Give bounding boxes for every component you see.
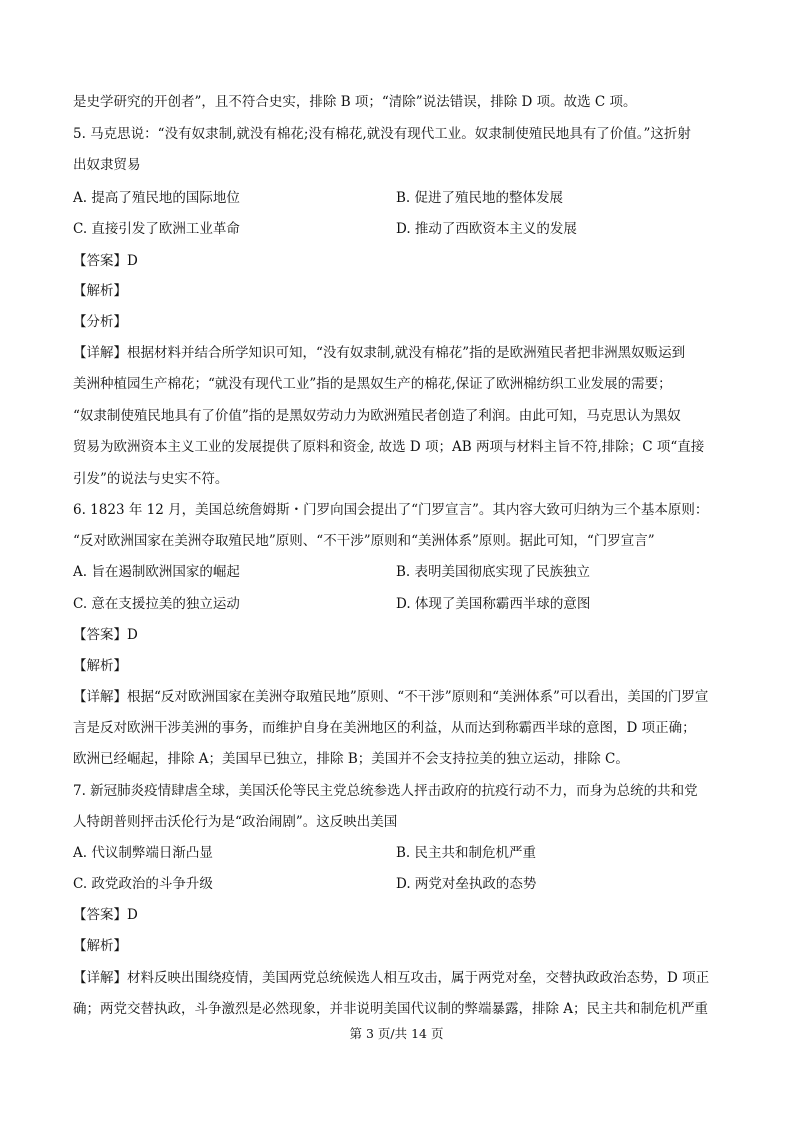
q5-detail-line-2: 美洲种植园生产棉花；“就没有现代工业”指的是黑奴生产的棉花,保证了欧洲棉纺织工业发展的需要； [73, 376, 672, 392]
q7-detail-line-1: 【详解】材料反映出围绕疫情，美国两党总统候选人相互攻击，属于两党对垒，交替执政政治态势，D 项正 [73, 970, 710, 986]
q7-option-d: D. 两党对垒执政的态势 [396, 876, 537, 892]
q7-option-c: C. 政党政治的斗争升级 [73, 876, 213, 892]
q5-detail-line-3: “奴隶制使殖民地具有了价值”指的是黑奴劳动力为欧洲殖民者创造了利润。由此可知，马克思认为黑奴 [73, 408, 681, 424]
q5-stem-line-1: 5. 马克思说：“没有奴隶制,就没有棉花;没有棉花,就没有现代工业。奴隶制使殖民地具有了价值。”这折射 [73, 126, 691, 142]
q7-stem-line-1: 7. 新冠肺炎疫情肆虐全球，美国沃伦等民主党总统参选人抨击政府的抗疫行动不力，而身为总统的共和党 [73, 783, 698, 799]
q6-detail-line-2: 言是反对欧洲干涉美洲的事务，而维护自身在美洲地区的利益，从而达到称霸西半球的意图，D 项正确； [73, 720, 696, 736]
q5-answer: 【答案】D [73, 253, 138, 269]
q7-option-b: B. 民主共和制危机严重 [396, 845, 537, 861]
q6-option-c: C. 意在支援拉美的独立运动 [73, 596, 240, 612]
q7-answer: 【答案】D [73, 907, 138, 923]
q6-option-d: D. 体现了美国称霸西半球的意图 [396, 596, 591, 612]
q5-option-a: A. 提高了殖民地的国际地位 [73, 190, 240, 206]
q7-option-a: A. 代议制弊端日渐凸显 [73, 845, 213, 861]
q6-answer: 【答案】D [73, 627, 138, 643]
q5-option-b: B. 促进了殖民地的整体发展 [396, 190, 564, 206]
q5-option-c: C. 直接引发了欧洲工业革命 [73, 221, 240, 237]
q6-detail-line-1: 【详解】根据“反对欧洲国家在美洲夺取殖民地”原则、“不干涉”原则和“美洲体系”可以看出，美国的门罗宣 [73, 689, 709, 705]
q6-stem-line-1: 6. 1823 年 12 月，美国总统詹姆斯・门罗向国会提出了“门罗宣言”。其内容大致可归纳为三个基本原则： [73, 502, 709, 518]
page-footer: 第 3 页/共 14 页 [349, 1026, 444, 1041]
q6-detail-line-3: 欧洲已经崛起，排除 A；美国早已独立，排除 B；美国并不会支持拉美的独立运动，排除 C。 [73, 751, 629, 767]
q5-detail-line-1: 【详解】根据材料并结合所学知识可知，“没有奴隶制,就没有棉花”指的是欧洲殖民者把非洲黑奴贩运到 [73, 345, 686, 361]
q7-jiexi-heading: 【解析】 [73, 938, 127, 954]
q5-fenxi-heading: 【分析】 [73, 314, 127, 330]
q5-stem-line-2: 出奴隶贸易 [73, 157, 141, 173]
q6-jiexi-heading: 【解析】 [73, 658, 127, 674]
intro-line: 是史学研究的开创者”，且不符合史实，排除 B 项；“清除”说法错误，排除 D 项。故选 C 项。 [73, 94, 637, 110]
q5-option-d: D. 推动了西欧资本主义的发展 [396, 221, 577, 237]
q5-detail-line-4: 贸易为欧洲资本主义工业的发展提供了原料和资金, 故选 D 项；AB 两项与材料主旨不符,排除；C 项“直接 [73, 439, 705, 455]
q5-detail-line-5: 引发”的说法与史实不符。 [73, 471, 229, 487]
q7-stem-line-2: 人特朗普则抨击沃伦行为是“政治闹剧”。这反映出美国 [73, 814, 398, 830]
q6-option-b: B. 表明美国彻底实现了民族独立 [396, 564, 591, 580]
q6-stem-line-2: “反对欧洲国家在美洲夺取殖民地”原则、“不干涉”原则和“美洲体系”原则。据此可知，“门罗宣言” [73, 533, 655, 549]
q7-detail-line-2: 确；两党交替执政，斗争激烈是必然现象，并非说明美国代议制的弊端暴露，排除 A；民主共和制危机严重 [73, 1001, 709, 1017]
q5-jiexi-heading: 【解析】 [73, 283, 127, 299]
q6-option-a: A. 旨在遏制欧洲国家的崛起 [73, 564, 240, 580]
